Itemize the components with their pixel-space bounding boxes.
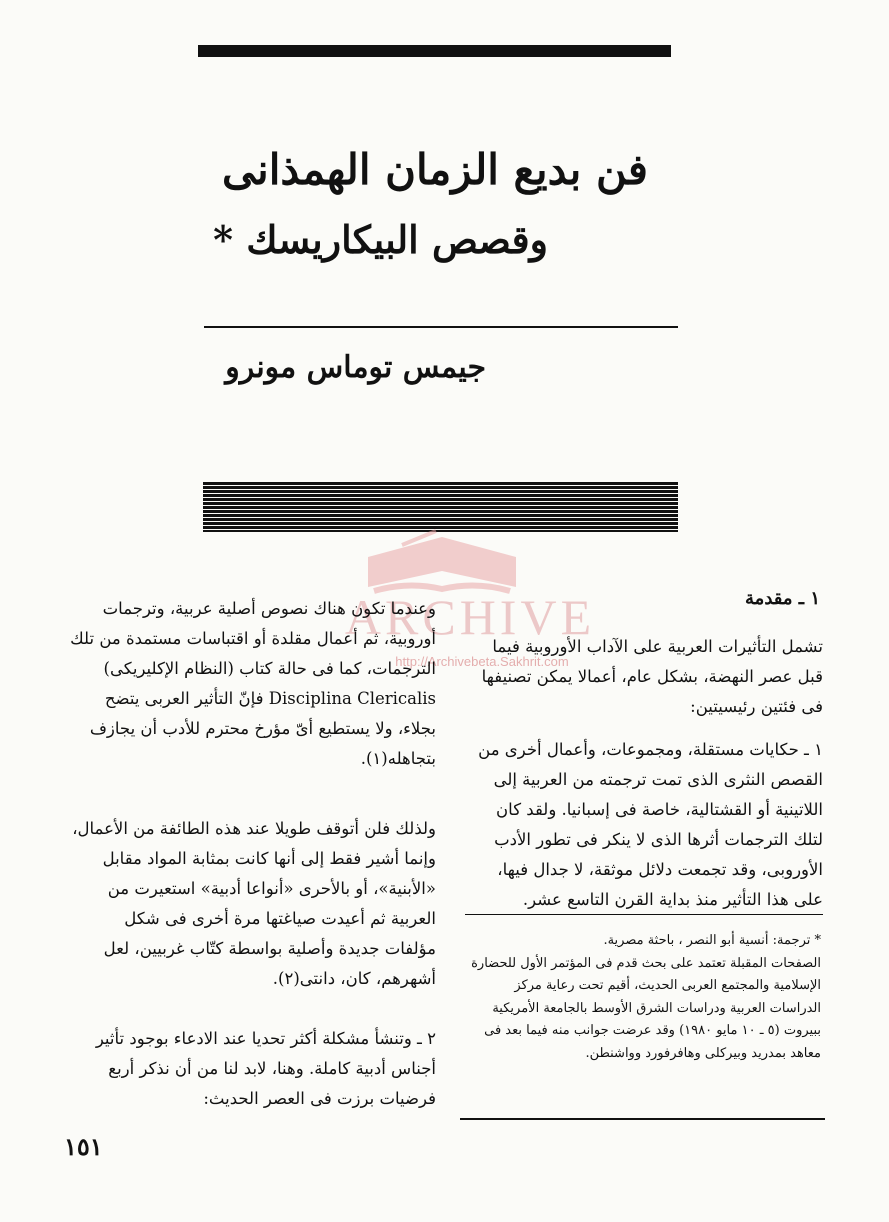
watermark-url: http://Archivebeta.Sakhrit.com (395, 654, 569, 669)
left-paragraph-3 (70, 1024, 436, 1114)
paragraph-text: ٢ ـ وتنشأ مشكلة أكثر تحديا عند الادعاء بوجود تأثير أجناس أدبية كاملة. وهنا، لابد لنا من أن نذكر أربع فرضيات برزت فى العصر الحديث: (95, 1029, 436, 1108)
right-paragraph-1 (463, 632, 823, 722)
right-paragraph-2 (463, 735, 823, 915)
left-paragraph-2 (70, 814, 436, 994)
footnote (463, 930, 821, 1065)
page-number: ١٥١ (64, 1132, 103, 1161)
section-heading: ١ ـ مقدمة (745, 588, 820, 609)
left-paragraph-1 (70, 594, 436, 774)
title-divider (204, 326, 678, 328)
paragraph-text: تشمل التأثيرات العربية على الآداب الأوروبية فيما قبل عصر النهضة، بشكل عام، أعمالا يمكن تصنيفها فى فئتين رئيسيتين: (481, 637, 823, 716)
article-title-line-2: وقصص البيكاريسك * (213, 217, 548, 262)
footnote-text: الصفحات المقبلة تعتمد على بحث قدم فى المؤتمر الأول للحضارة الإسلامية والمجتمع العربى الحديث، أقيم تحت رعاية مركز الدراسات العربية ودراسات الشرق الأوسط بالجامعة الأمريكية ببيروت (٥ ـ ١٠ مايو ١٩٨٠) وقد عرضت جوانب منه فيما بعد فى معاهد بمدريد وبيركلى وهافرفورد وواشنطن. (471, 955, 821, 1061)
paragraph-text: ولذلك فلن أتوقف طويلا عند هذه الطائفة من الأعمال، وإنما أشير فقط إلى أنها كانت بمثابة المواد مقابل «الأبنية»، أو بالأحرى «أنواعا أدبية» استعيرت من العربية ثم أعيدت صياغتها مرة أخرى فى شكل مؤلفات جديدة وأصلية بواسطة كتّاب غربيين، لعل أشهرهم، كان، دانتى(٢). (72, 819, 436, 988)
paragraph-text: وعندما تكون هناك نصوص أصلية عربية، وترجمات أوروبية، ثم أعمال مقلدة أو اقتباسات مستمدة من تلك الترجمات، كما فى حالة كتاب (النظام الإكليريكى) Disciplina Clericalis فإنّ التأثير العربى يتضح بجلاء، ولا يستطيع أىّ مؤرخ محترم للأدب أن يجازف بتجاهله(١). (70, 599, 436, 768)
author-name: جيمس توماس مونرو (225, 350, 486, 385)
footnote-translator: * ترجمة: أنسية أبو النصر ، باحثة مصرية. (603, 933, 821, 948)
watermark-text: ARCHIVE (344, 589, 596, 645)
bottom-rule (460, 1118, 825, 1120)
footnote-divider (465, 914, 823, 915)
paragraph-text: ١ ـ حكايات مستقلة، ومجموعات، وأعمال أخرى من القصص النثرى الذى تمت ترجمته من العربية إلى اللاتينية أو القشتالية، خاصة فى إسبانيا. ولقد كان لتلك الترجمات أثرها الذى لا ينكر فى تطور الأدب الأوروبى، وقد تجمعت دلائل موثقة، لا جدال فيها، على هذا التأثير منذ بداية القرن التاسع عشر. (478, 740, 823, 909)
article-title-line-1: فن بديع الزمان الهمذانى (222, 145, 648, 194)
top-rule (198, 45, 671, 57)
